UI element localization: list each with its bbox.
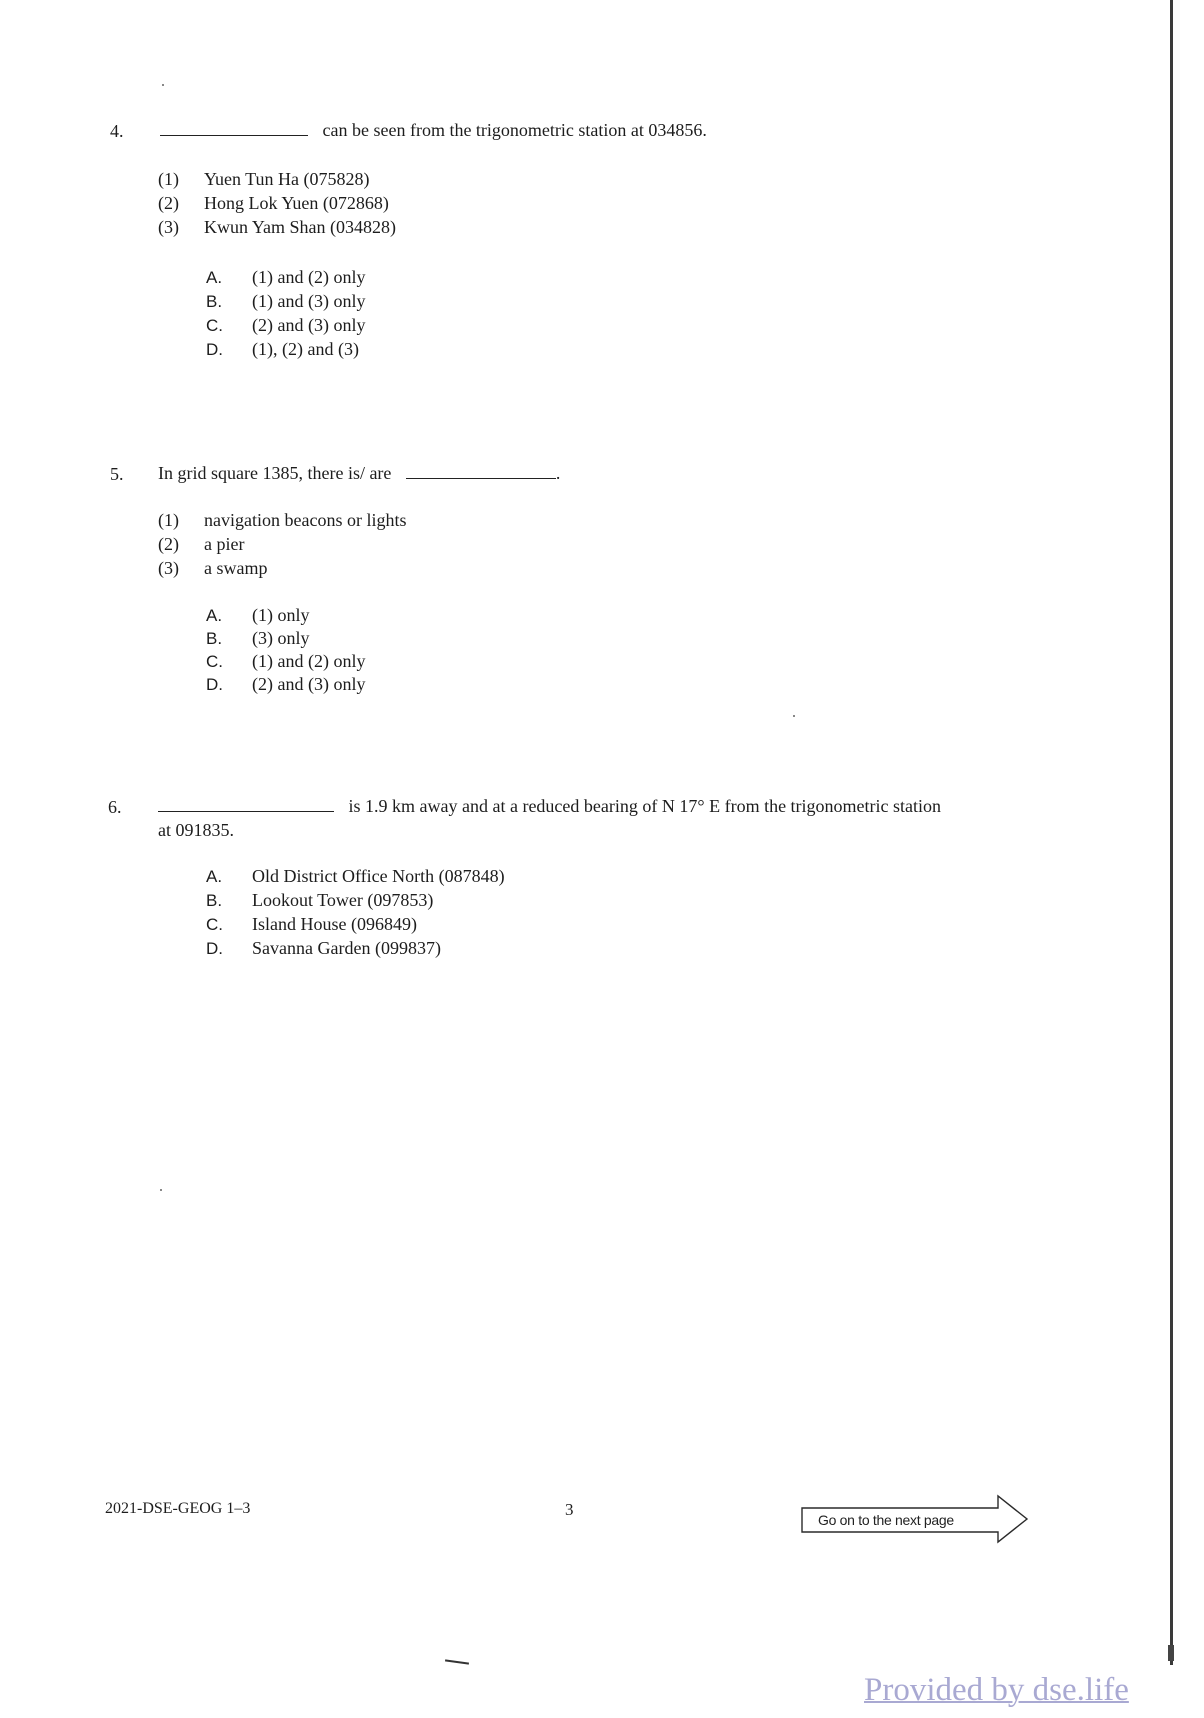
- statement-item: [158, 556, 267, 580]
- question-end: .: [555, 463, 561, 483]
- answer-blank: [406, 460, 556, 479]
- option-text: Island House (096849): [252, 914, 417, 934]
- statement-item: [158, 215, 396, 239]
- statement-item: [158, 532, 244, 556]
- statement-text: navigation beacons or lights: [204, 510, 407, 530]
- statement-text: Yuen Tun Ha (075828): [204, 169, 370, 189]
- answer-option: [206, 603, 310, 628]
- option-text: (2) and (3) only: [252, 674, 366, 694]
- statement-item: [158, 191, 389, 215]
- option-key: A.: [206, 867, 223, 886]
- answer-option: [206, 265, 365, 290]
- option-key: D.: [206, 340, 223, 359]
- page-edge-mark: [1168, 1645, 1174, 1661]
- scan-speck: [160, 1189, 162, 1191]
- scan-speck: [793, 715, 795, 717]
- option-key: B.: [206, 292, 223, 311]
- answer-blank: [158, 793, 334, 812]
- question-number: 6.: [108, 797, 122, 817]
- answer-option: [206, 289, 365, 314]
- question-text: In grid square 1385, there is/ are: [158, 463, 392, 483]
- option-text: Old District Office North (087848): [252, 866, 505, 886]
- scan-speck: [162, 84, 164, 86]
- option-text: (1) and (2) only: [252, 267, 366, 287]
- option-key: D.: [206, 939, 223, 958]
- scan-speck: [445, 1659, 469, 1664]
- option-text: Lookout Tower (097853): [252, 890, 434, 910]
- answer-option: [206, 649, 365, 674]
- option-key: A.: [206, 606, 223, 625]
- option-key: D.: [206, 675, 223, 694]
- answer-option: [206, 912, 417, 937]
- statement-item: [158, 508, 406, 532]
- statement-item: [158, 167, 370, 191]
- statement-key: (2): [158, 534, 179, 554]
- statement-text: a pier: [204, 534, 245, 554]
- statement-key: (2): [158, 193, 179, 213]
- question-number: 5.: [110, 464, 124, 484]
- option-text: (2) and (3) only: [252, 315, 366, 335]
- option-text: (1) only: [252, 605, 310, 625]
- answer-option: [206, 864, 505, 889]
- answer-option: [206, 888, 433, 913]
- statement-text: Kwun Yam Shan (034828): [204, 217, 397, 237]
- watermark-link[interactable]: Provided by dse.life: [864, 1672, 1129, 1708]
- statement-key: (1): [158, 169, 179, 189]
- option-text: (1) and (3) only: [252, 291, 366, 311]
- question-number: 4.: [110, 121, 124, 141]
- option-key: B.: [206, 629, 223, 648]
- option-text: (1), (2) and (3): [252, 339, 359, 359]
- statement-text: Hong Lok Yuen (072868): [204, 193, 389, 213]
- option-text: (1) and (2) only: [252, 651, 366, 671]
- answer-option: [206, 936, 441, 961]
- question-text: can be seen from the trigonometric station at 034856.: [322, 120, 707, 140]
- option-key: B.: [206, 891, 223, 910]
- answer-option: [206, 672, 365, 697]
- question-stem: [158, 460, 560, 485]
- answer-option: [206, 337, 359, 362]
- answer-blank: [160, 117, 308, 136]
- page-edge-line: [1170, 0, 1173, 1665]
- option-key: C.: [206, 915, 223, 934]
- option-text: (3) only: [252, 628, 310, 648]
- next-page-arrow: [800, 1490, 1030, 1550]
- statement-key: (3): [158, 558, 179, 578]
- question-stem: [160, 117, 707, 142]
- option-text: Savanna Garden (099837): [252, 938, 441, 958]
- option-key: C.: [206, 652, 223, 671]
- question-text-line2: at 091835.: [158, 820, 234, 840]
- answer-option: [206, 313, 365, 338]
- statement-key: (3): [158, 217, 179, 237]
- option-key: C.: [206, 316, 223, 335]
- question-text: is 1.9 km away and at a reduced bearing of N 17° E from the trigonometric station: [348, 796, 942, 816]
- answer-option: [206, 626, 310, 651]
- question-stem: [158, 793, 941, 818]
- paper-code: 2021-DSE-GEOG 1–3: [105, 1500, 251, 1517]
- statement-key: (1): [158, 510, 179, 530]
- page-number: 3: [565, 1500, 574, 1519]
- next-page-label: Go on to the next page: [818, 1512, 954, 1528]
- option-key: A.: [206, 268, 223, 287]
- statement-text: a swamp: [204, 558, 268, 578]
